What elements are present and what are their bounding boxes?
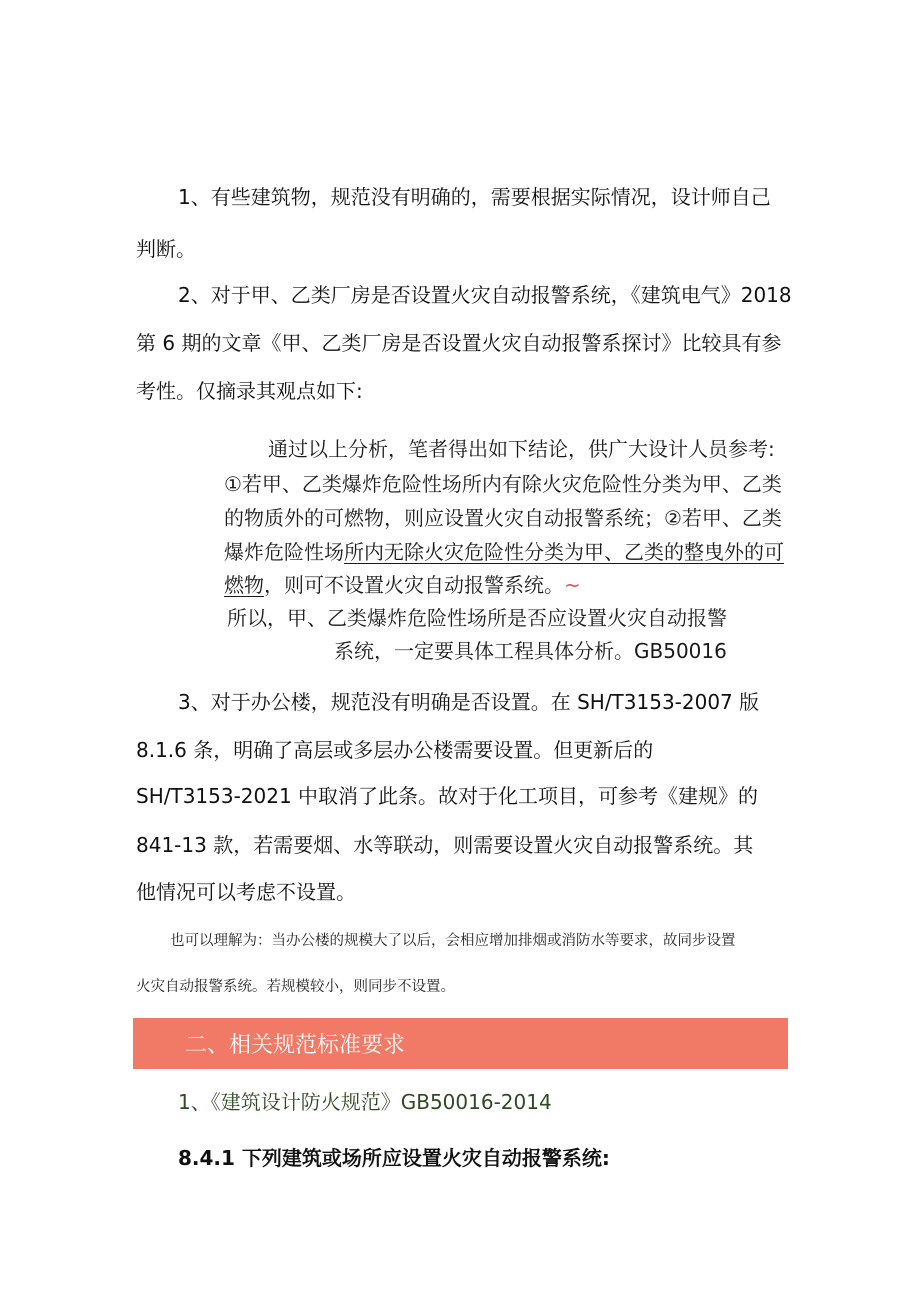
quote-line1: 通过以上分析，笔者得出如下结论，供广大设计人员参考: [268,437,775,461]
quote-line4-plain: 爆炸危险性场 [224,540,344,564]
note-line2: 火灾自动报警系统。若规模较小，则同步不设置。 [136,979,455,995]
quote-line5-underlined: 燃物 [224,573,264,597]
quote-line5-plain: ，则可不设置火灾自动报警系统。 [264,573,564,597]
para2-line3: 考性。仅摘录其观点如下: [136,379,363,403]
para1-line2: 判断。 [136,237,196,261]
quote-line2: ①若甲、乙类爆炸危险性场所内有除火灾危险性分类为甲、乙类 [224,472,782,496]
quote-line7: 系统，一定要具体工程具体分析。GB50016 [334,639,727,663]
quote-line5 [224,569,581,598]
para3-line5: 他情况可以考虑不设置。 [136,880,356,904]
para3-line1: 3、对于办公楼，规范没有明确是否设置。在 SH/T3153-2007 版 [178,690,760,714]
tilde-mark: ~ [564,573,581,597]
para2-line1: 2、对于甲、乙类厂房是否设置火灾自动报警系统，《建筑电气》2018 [178,283,792,307]
quote-line6: 所以，甲、乙类爆炸危险性场所是否应设置火灾自动报警 [227,606,727,630]
quote-line4-underlined: 所内无除火灾危险性分类为甲、乙类的整曳外的可 [344,540,784,564]
section-banner [133,1018,788,1069]
para2-line2: 第 6 期的文章《甲、乙类厂房是否设置火灾自动报警系探讨》比较具有参 [136,331,782,355]
note-line1: 也可以理解为：当办公楼的规模大了以后，会相应增加排烟或消防水等要求，故同步设置 [170,933,736,949]
section-title: 二、相关规范标准要求 [185,1033,406,1058]
quote-line3: 的物质外的可燃物，则应设置火灾自动报警系统；②若甲、乙类 [224,506,782,530]
reference-gb50016: 1、《建筑设计防火规范》GB50016-2014 [178,1090,552,1114]
para3-line4: 841-13 款，若需要烟、水等联动，则需要设置火灾自动报警系统。其 [136,833,754,857]
para3-line2: 8.1.6 条，明确了高层或多层办公楼需要设置。但更新后的 [136,738,654,762]
quote-line4 [224,536,784,565]
para1-line1: 1、有些建筑物，规范没有明确的，需要根据实际情况，设计师自己 [178,185,771,209]
para3-line3: SH/T3153-2021 中取消了此条。故对于化工项目，可参考《建规》的 [136,784,759,808]
clause-heading: 8.4.1 下列建筑或场所应设置火灾自动报警系统: [178,1146,610,1170]
